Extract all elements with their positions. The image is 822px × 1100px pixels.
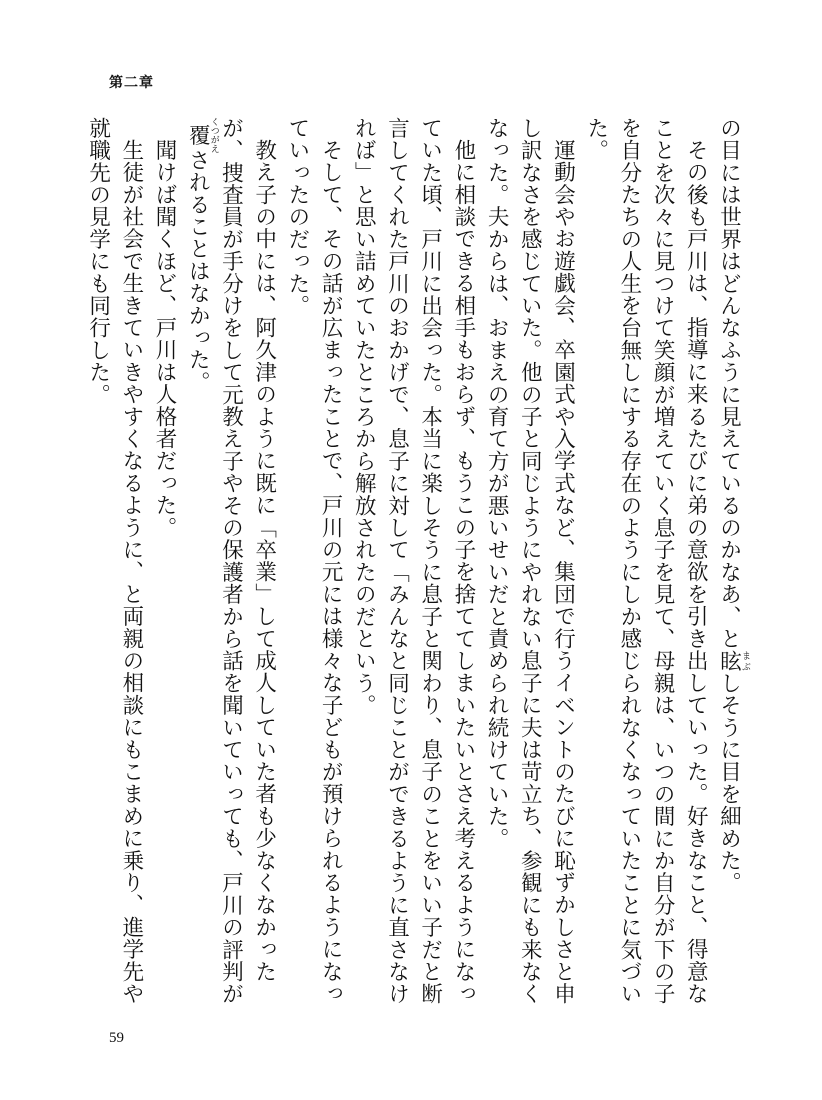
text-run: の目には世界はどんなふうに見えているのかなあ、と [716,117,742,650]
ruby-reading: くつがえ [208,117,219,153]
ruby-annotated-word [185,117,219,153]
text-run: そして、その話が広まったことで、戸川の元には様々な子どもが預けられるようになっていったのだった。 [284,117,344,1005]
paragraph [579,117,712,1007]
text-run: 運動会やお遊戯会、卒園式や入学式など、集団で行うイベントのたびに恥ずかしさと申し訳なさを感じていた。他の子と同じようにやれない息子に夫は苛立ち、参観にも来なくなった。夫からは、おまえの育て方が悪いせいだと責められ続けていた。 [484,117,576,1005]
ruby-annotated-word [716,649,750,673]
body-text [81,117,750,1007]
text-run: 生徒が社会で生きていきやすくなるように、と両親の相談にもこまめに乗り、進学先や就職先の見学にも同行した。 [85,117,144,1005]
paragraph [480,117,580,1007]
text-run: されることはなかった。 [185,148,211,394]
ruby-base: 眩 [716,649,742,673]
text-run: しそうに目を細めた。 [716,672,742,895]
paragraph [148,117,181,1007]
chapter-header: 第二章 [109,75,154,91]
paragraph [712,117,750,1007]
ruby-reading: まぶ [740,649,750,673]
text-run: 他に相談できる相手もおらず、もうこの子を捨ててしまいたいとさえ考えるようになっていた頃、戸川に出会った。本当に楽しそうに息子と関わり、息子のことをいい子だと断言してくれた戸川のおかげで、息子に対して「みんなと同じことができるように直さなければ」と思い詰めていたところから解放されたのだという。 [351,117,476,1005]
paragraph [181,117,281,1007]
ruby-base: 覆 [185,117,211,153]
paragraph [81,117,147,1007]
text-run: その後も戸川は、指導に来るたびに弟の意欲を引き出していった。好きなこと、得意なことを次々に見つけて笑顔が増えていく息子を見て、母親は、いつの間にか自分が下の子を自分たちの人生を台無しにする存在のようにしか感じられなくなっていたことに気づいた。 [583,117,709,1005]
paragraph [281,117,347,1007]
page-number: 59 [109,1030,124,1046]
text-run: 聞けば聞くほど、戸川は人格者だった。 [152,138,178,539]
paragraph [347,117,480,1007]
text-run: 教え子の中には、阿久津のように既に「卒業」して成人していた者も少なくなかったが、捜査員が手分けをして元教え子やその保護者から話を聞いていっても、戸川の評判が [218,117,277,1005]
